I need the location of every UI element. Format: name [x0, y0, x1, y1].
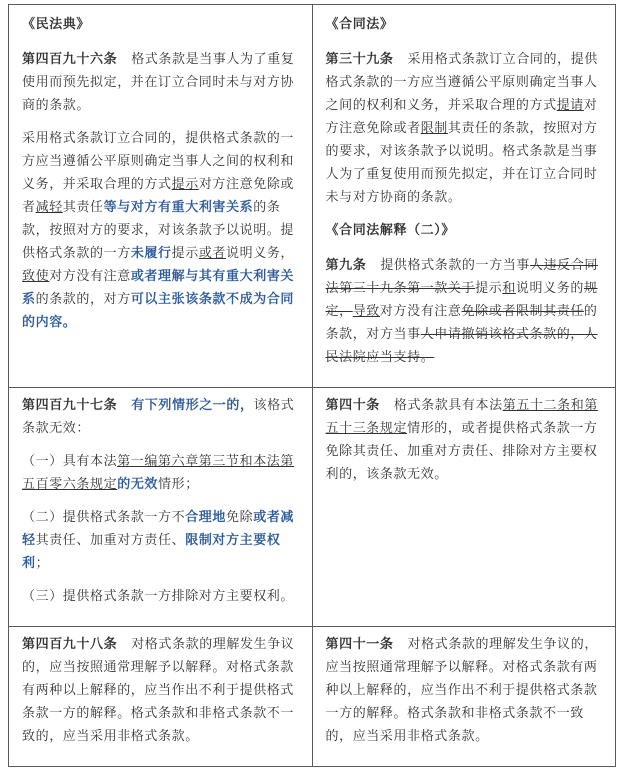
article-497-item-3: （三）提供格式条款一方排除对方主要权利。 — [22, 589, 295, 604]
article-number: 第四百九十七条 — [22, 398, 118, 413]
added-text: 或者理解与其有重大利害关系 — [22, 269, 295, 307]
article-number: 第四百九十六条 — [22, 52, 118, 67]
article-number: 第四十条 — [325, 398, 380, 413]
article-497-intro: 第四百九十七条 有下列情形之一的，该格式条款无效： — [22, 398, 295, 436]
civil-code-cell-498 — [9, 627, 313, 767]
underlined-change: 提示 — [171, 177, 199, 192]
added-text: 可以主张该条款不成为合同的内容。 — [22, 292, 295, 330]
article-497-item-1: （一）具有本法第一编第六章第三节和本法第五百零六条规定的无效情形； — [22, 454, 295, 492]
added-text: 等与对方有重大利害关系 — [103, 200, 254, 215]
deleted-text: 人违反合同法第三十九条第一款关于 — [325, 258, 598, 296]
article-497-item-2: （二）提供格式条款一方不合理地免除或者减轻其责任、加重对方责任、限制对方主要权利； — [22, 510, 295, 571]
deleted-text: 规定， — [325, 281, 598, 319]
article-41-para: 第四十一条 对格式条款的理解发生争议的，应当按照通常理解予以解释。对格式条款有两种以上解释的，应当作出不利于提供格式条款一方的解释。格式条款和非格式条款不一致的，应当采用非格式条款。 — [325, 637, 598, 744]
added-text: 未履行 — [130, 246, 172, 261]
deleted-text: 人申请撤销该格式条款的，人民法院应当支持。 — [325, 327, 598, 365]
article-number: 第四十一条 — [325, 637, 394, 652]
added-text: 有下列情形之一的， — [131, 398, 254, 413]
added-text: 限制对方主要权利 — [22, 533, 281, 571]
table-row — [9, 627, 616, 767]
underlined-change: 致使 — [22, 269, 50, 284]
article-498-para: 第四百九十八条 对格式条款的理解发生争议的，应当按照通常理解予以解释。对格式条款有两种以上解释的，应当作出不利于提供格式条款一方的解释。格式条款和非格式条款不一致的，应当采用非格式条款。 — [22, 637, 295, 744]
article-9-para: 第九条 提供格式条款的一方当事人违反合同法第三十九条第一款关于提示和说明义务的规定，导致对方没有注意免除或者限制其责任的条款，对方当事人申请撤销该格式条款的，人民法院应当支持。 — [325, 258, 598, 365]
underlined-change: 第五十二条和第五十三条规定 — [325, 398, 598, 436]
underlined-change: 导致 — [352, 304, 380, 319]
interpretation-heading: 《合同法解释（二）》 — [325, 223, 456, 238]
civil-code-cell-497 — [9, 388, 313, 627]
contract-law-cell-41 — [312, 627, 616, 767]
deleted-text: 免除或者限制其责任 — [461, 304, 584, 319]
underlined-change: 限制 — [420, 121, 448, 136]
article-number: 第九条 — [325, 258, 367, 273]
contract-law-heading: 《合同法》 — [325, 17, 394, 32]
underlined-change: 或者 — [198, 246, 227, 261]
article-number: 第四百九十八条 — [22, 637, 118, 652]
article-496-para-2: 采用格式条款订立合同的，提供格式条款的一方应当遵循公平原则确定当事人之间的权利和义务，并采取合理的方式提示对方注意免除或者减轻其责任等与对方有重大利害关系的条款，按照对方的要求，对该条款予以说明。提供格式条款的一方未履行提示或者说明义务，致使对方没有注意或者理解与其有重大利害关系的条款的，对方可以主张该条款不成为合同的内容。 — [22, 131, 295, 330]
added-text: 合理地 — [185, 510, 227, 525]
contract-law-cell-39 — [312, 5, 616, 388]
article-number: 第三十九条 — [325, 52, 394, 67]
civil-code-cell-496 — [9, 5, 313, 388]
article-40-para: 第四十条 格式条款具有本法第五十二条和第五十三条规定情形的，或者提供格式条款一方免除其责任、加重对方责任、排除对方主要权利的，该条款无效。 — [325, 398, 598, 482]
civil-code-heading: 《民法典》 — [22, 17, 91, 32]
underlined-change: 提请 — [556, 98, 584, 113]
added-text: 的无效 — [117, 477, 159, 492]
underlined-change: 减轻 — [35, 200, 63, 215]
added-text: 或者减轻 — [22, 510, 295, 548]
underlined-change: 和 — [502, 281, 516, 296]
article-496-para-1: 第四百九十六条 格式条款是当事人为了重复使用而预先拟定，并在订立合同时未与对方协商的条款。 — [22, 52, 295, 113]
table-row — [9, 388, 616, 627]
comparison-table — [8, 4, 616, 767]
contract-law-cell-40 — [312, 388, 616, 627]
article-39-para: 第三十九条 采用格式条款订立合同的，提供格式条款的一方应当遵循公平原则确定当事人之间的权利和义务，并采取合理的方式提请对方注意免除或者限制其责任的条款，按照对方的要求，对该条款予以说明。格式条款是当事人为了重复使用而预先拟定，并在订立合同时未与对方协商的条款。 — [325, 52, 598, 205]
underlined-change: 第一编第六章第三节和本法第五百零六条 — [22, 454, 295, 492]
table-row — [9, 5, 616, 388]
